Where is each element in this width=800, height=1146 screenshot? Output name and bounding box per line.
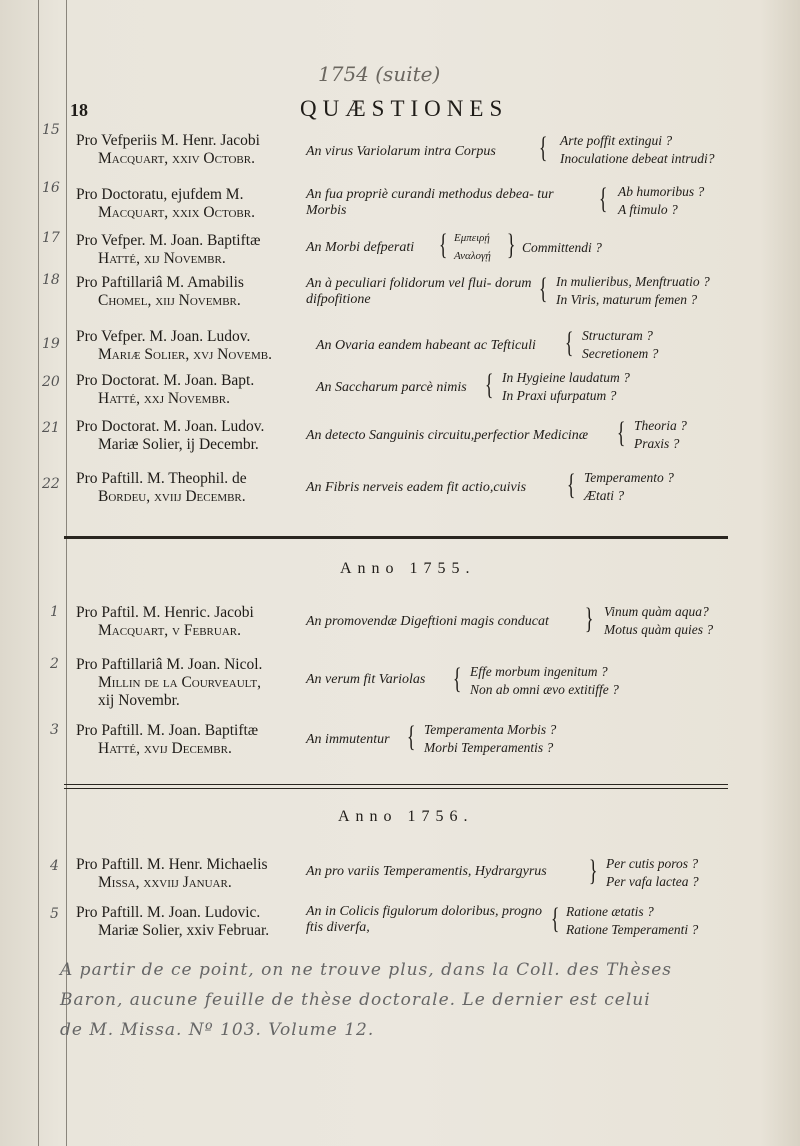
alternative-1: In Hygieine laudatum ?: [502, 370, 630, 385]
margin-number: 17: [42, 230, 60, 246]
thesis-entry: [76, 904, 269, 940]
margin-number: 19: [42, 336, 60, 352]
thesis-entry: [76, 856, 268, 892]
candidate-line: Pro Paftillariâ M. Joan. Nicol.: [76, 656, 263, 673]
thesis-entry: [76, 656, 262, 710]
alternative-1: Theoria ?: [634, 418, 687, 433]
candidate-date: Mariæ Solier, xxiv Februar.: [98, 922, 270, 939]
thesis-entry: [76, 470, 247, 506]
handwritten-note-line: de M. Missa. Nº 103. Volume 12.: [60, 1020, 375, 1040]
margin-number: 18: [42, 272, 60, 288]
thesis-question: An à peculiari folidorum vel flui- dorum difpofitione: [306, 276, 532, 307]
thesis-entry: [76, 372, 254, 408]
margin-number: 21: [42, 420, 60, 436]
page-number: 18: [70, 100, 88, 120]
alternative-2: In Praxi ufurpatum ?: [502, 388, 617, 403]
alternative-1: In mulieribus, Menftruatio ?: [556, 274, 710, 289]
handwritten-note-line: Baron, aucune feuille de thèse doctorale. Le dernier est celui: [60, 990, 651, 1010]
margin-number: 22: [42, 476, 60, 492]
alternative-1: Ab humoribus ?: [618, 184, 705, 199]
thesis-entry: [76, 328, 272, 364]
candidate-date: Bordeu, xviij Decembr.: [98, 488, 246, 505]
candidate-date: Macquart, v Februar.: [98, 622, 241, 639]
section-rule: [64, 784, 728, 785]
candidate-line: Pro Paftill. M. Theophil. de: [76, 470, 247, 487]
candidate-line: Pro Doctorat. M. Joan. Ludov.: [76, 418, 265, 435]
brace: {: [484, 368, 494, 401]
alternative-1: Temperamento ?: [584, 470, 674, 485]
margin-number: 16: [42, 180, 60, 196]
brace: {: [616, 416, 626, 449]
brace: {: [438, 228, 448, 261]
thesis-entry: [76, 604, 254, 640]
brace: {: [538, 272, 548, 305]
candidate-date: Hatté, xxj Novembr.: [98, 390, 230, 407]
thesis-entry: [76, 232, 260, 268]
alternative-1: Structuram ?: [582, 328, 653, 343]
alternative-2: Secretionem ?: [582, 346, 659, 361]
handwritten-note-line: A partir de ce point, on ne trouve plus, dans la Coll. des Thèses: [60, 960, 673, 980]
alternative-2: Per vafa lactea ?: [606, 874, 699, 889]
thesis-question: An immutentur: [306, 732, 390, 747]
handwritten-annotation: 1754 (suite): [318, 62, 441, 86]
brace: {: [564, 326, 574, 359]
page-title: QUÆSTIONES: [300, 96, 509, 121]
alternative-1: Vinum quàm aqua?: [604, 604, 709, 619]
alternative-1: Ratione ætatis ?: [566, 904, 654, 919]
section-rule: [64, 536, 728, 539]
year-heading: Anno 1756.: [338, 808, 474, 825]
brace: {: [550, 902, 560, 935]
candidate-date: Mariæ Solier, xvj Novemb.: [98, 346, 272, 363]
brace: {: [566, 468, 576, 501]
alternative-1: Temperamenta Morbis ?: [424, 722, 557, 737]
alternative-1: Per cutis poros ?: [606, 856, 699, 871]
thesis-question: An Saccharum parcè nimis: [316, 380, 467, 395]
thesis-question: An Morbi defperati: [306, 240, 415, 255]
year-heading: Anno 1755.: [340, 560, 476, 577]
candidate-date: Millin de la Courveault,: [98, 674, 261, 691]
margin-number: 4: [50, 858, 59, 874]
candidate-line: Pro Vefper. M. Joan. Ludov.: [76, 328, 251, 345]
section-rule: [64, 788, 728, 789]
alternative-2: Praxis ?: [634, 436, 680, 451]
alternative-2: Ætati ?: [584, 488, 625, 503]
brace: {: [452, 662, 462, 695]
thesis-question: An virus Variolarum intra Corpus: [306, 144, 496, 159]
candidate-date: Chomel, xiij Novembr.: [98, 292, 241, 309]
thesis-entry: [76, 132, 260, 168]
thesis-question: An in Colicis figulorum doloribus, progno ftis diverfa,: [306, 904, 542, 935]
candidate-line: Pro Doctorat. M. Joan. Bapt.: [76, 372, 255, 389]
candidate-line: Pro Paftillariâ M. Amabilis: [76, 274, 244, 291]
brace: {: [598, 182, 608, 215]
thesis-entry: [76, 418, 264, 454]
candidate-line: Pro Paftill. M. Joan. Ludovic.: [76, 904, 261, 921]
candidate-date-2: xij Novembr.: [98, 692, 180, 709]
alternative-2: Ratione Temperamenti ?: [566, 922, 699, 937]
candidate-date: Macquart, xxiv Octobr.: [98, 150, 255, 167]
thesis-question: An detecto Sanguinis circuitu,perfectior Medicinæ: [306, 428, 589, 443]
margin-number: 20: [42, 374, 60, 390]
alternative-1: Effe morbum ingenitum ?: [470, 664, 608, 679]
thesis-question: An pro variis Temperamentis, Hydrargyrus: [306, 864, 547, 879]
candidate-line: Pro Vefper. M. Joan. Baptiftæ: [76, 232, 261, 249]
margin-number: 3: [50, 722, 59, 738]
candidate-line: Pro Paftill. M. Joan. Baptiftæ: [76, 722, 259, 739]
alternative-2: Non ab omni ævo extitiffe ?: [470, 682, 619, 697]
alternative-1: Arte poffit extingui ?: [560, 133, 673, 148]
brace: }: [584, 602, 594, 635]
thesis-question: An verum fit Variolas: [306, 672, 426, 687]
margin-number: 5: [50, 906, 59, 922]
brace: }: [506, 228, 516, 261]
candidate-line: Pro Paftill. M. Henr. Michaelis: [76, 856, 268, 873]
brace: {: [406, 720, 416, 753]
alternative-2: Morbi Temperamentis ?: [424, 740, 554, 755]
brace: }: [588, 854, 598, 887]
alternative-2: A ftimulo ?: [618, 202, 678, 217]
brace: {: [538, 131, 548, 164]
greek-term-1: Εμπειρῄ: [454, 232, 490, 244]
candidate-date: Macquart, xxix Octobr.: [98, 204, 255, 221]
alternative-2: Inoculatione debeat intrudi?: [560, 151, 715, 166]
thesis-question: An fua propriè curandi methodus debea- tur Morbis: [306, 187, 554, 218]
candidate-date: Missa, xxviij Januar.: [98, 874, 232, 891]
margin-number: 1: [50, 604, 59, 620]
thesis-entry: [76, 186, 255, 222]
candidate-date: Hatté, xvij Decembr.: [98, 740, 232, 757]
thesis-question: An promovendæ Digeftioni magis conducat: [306, 614, 549, 629]
alternative-2: In Viris, maturum femen ?: [556, 292, 698, 307]
thesis-entry: [76, 722, 258, 758]
candidate-date: Mariæ Solier, ij Decembr.: [98, 436, 259, 453]
thesis-entry: [76, 274, 244, 310]
margin-number: 15: [42, 122, 60, 138]
alternative-1: Committendi ?: [522, 240, 602, 255]
thesis-question: An Fibris nerveis eadem fit actio,cuivis: [306, 480, 527, 495]
margin-number: 2: [50, 656, 59, 672]
candidate-line: Pro Vefperiis M. Henr. Jacobi: [76, 132, 260, 149]
thesis-question: An Ovaria eandem habeant ac Tefticuli: [316, 338, 536, 353]
candidate-line: Pro Paftil. M. Henric. Jacobi: [76, 604, 254, 621]
candidate-line: Pro Doctoratu, ejufdem M.: [76, 186, 244, 203]
gutter-line: [38, 0, 39, 1146]
candidate-date: Hatté, xij Novembr.: [98, 250, 226, 267]
greek-term-2: Αναλογῄ: [454, 250, 491, 262]
alternative-2: Motus quàm quies ?: [604, 622, 714, 637]
